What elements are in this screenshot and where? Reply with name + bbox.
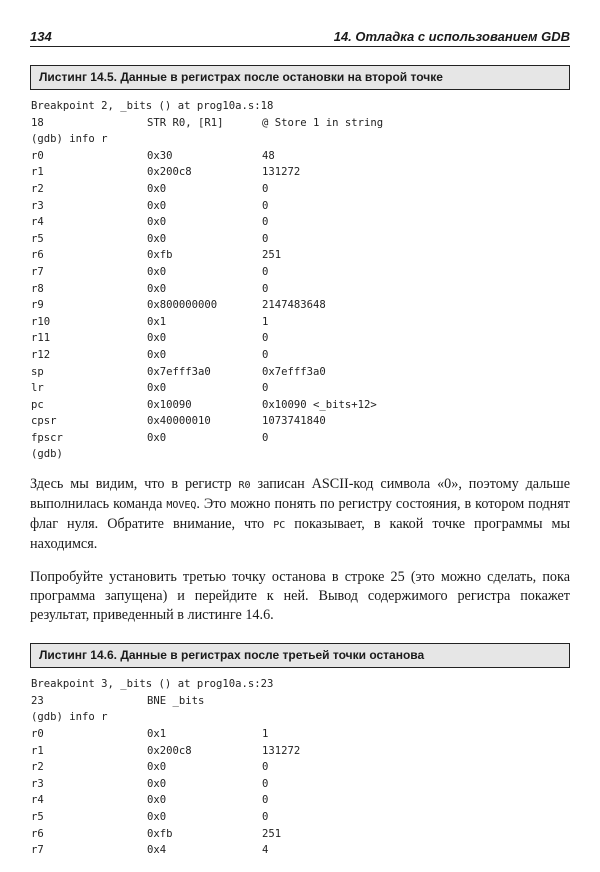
code-line: [31, 776, 570, 793]
code-column-1: fpscr: [31, 431, 63, 444]
code-column-3: 0x7efff3a0: [262, 365, 326, 378]
code-column-3: 0: [262, 232, 269, 245]
code-listing: [31, 676, 570, 859]
code-line: [31, 826, 570, 843]
code-line: [31, 709, 570, 726]
code-line: [31, 809, 570, 826]
code-column-2: 0x1: [147, 315, 167, 328]
code-line: [31, 676, 570, 693]
code-column-1: r3: [31, 777, 44, 790]
body-paragraph: Попробуйте установить третью точку останова в строке 25 (это можно сделать, пока программа запущена) и перейдите к ней. Вывод содержимого регистра покажет результат, приведенный в листинге 14.6.: [30, 569, 570, 624]
code-column-2: 0x0: [147, 777, 167, 790]
code-column-2: 0x4: [147, 844, 167, 857]
text-run: показывает, в какой точке программы мы находимся.: [30, 516, 570, 553]
code-column-2: 0x10090: [147, 398, 192, 411]
code-column-3: 0: [262, 182, 269, 195]
code-column-3: 131272: [262, 166, 301, 179]
code-column-2: 0x0: [147, 761, 167, 774]
code-column-1: r0: [31, 728, 44, 741]
code-line: [31, 430, 570, 447]
code-column-3: 0: [262, 216, 269, 229]
code-column-1: (gdb) info r: [31, 133, 108, 146]
code-column-3: 0: [262, 265, 269, 278]
code-column-3: 251: [262, 827, 282, 840]
code-column-1: r10: [31, 315, 51, 328]
code-column-1: r4: [31, 216, 44, 229]
code-line: [31, 693, 570, 710]
code-column-3: 251: [262, 249, 282, 262]
code-column-3: 1: [262, 728, 269, 741]
code-column-2: 0x0: [147, 282, 167, 295]
code-line: [31, 281, 570, 298]
code-line: [31, 397, 570, 414]
code-line: [31, 380, 570, 397]
code-line: [31, 842, 570, 859]
code-line: [31, 364, 570, 381]
code-column-1: r1: [31, 744, 44, 757]
code-column-2: 0x30: [147, 149, 173, 162]
code-line: [31, 264, 570, 281]
code-line: [31, 413, 570, 430]
code-column-1: 23: [31, 694, 44, 707]
code-column-3: 131272: [262, 744, 301, 757]
code-column-2: 0xfb: [147, 249, 173, 262]
code-column-1: r6: [31, 827, 44, 840]
listing-title: Листинг 14.5. Данные в регистрах после остановки на второй точке: [39, 70, 443, 84]
code-column-3: 1073741840: [262, 415, 326, 428]
code-column-3: 0: [262, 348, 269, 361]
code-line: [31, 181, 570, 198]
code-column-3: 0x10090 <_bits+12>: [262, 398, 377, 411]
code-line: [31, 164, 570, 181]
code-column-3: 0: [262, 199, 269, 212]
inline-code: MOVEQ: [166, 500, 197, 512]
code-column-2: 0xfb: [147, 827, 173, 840]
code-column-1: Breakpoint 2, _bits () at prog10a.s:18: [31, 100, 274, 112]
code-line: [31, 198, 570, 215]
code-column-1: r7: [31, 844, 44, 857]
code-column-1: r12: [31, 348, 51, 361]
code-column-1: r0: [31, 149, 44, 162]
code-line: [31, 115, 570, 132]
code-column-3: 0: [262, 811, 269, 823]
code-column-2: 0x0: [147, 431, 167, 444]
code-column-3: 1: [262, 315, 269, 328]
code-line: [31, 131, 570, 148]
listing-title-box: [30, 643, 570, 668]
code-column-2: STR R0, [R1]: [147, 116, 224, 129]
chapter-title: 14. Отладка с использованием GDB: [333, 29, 570, 44]
running-header: [30, 28, 570, 47]
code-column-2: 0x0: [147, 265, 167, 278]
code-column-1: r2: [31, 182, 44, 195]
listing-title: Листинг 14.6. Данные в регистрах после третьей точки останова: [39, 648, 425, 663]
code-column-1: lr: [31, 382, 44, 395]
code-column-2: 0x800000000: [147, 299, 218, 312]
code-column-2: 0x0: [147, 794, 167, 807]
code-line: [31, 347, 570, 364]
code-column-1: r2: [31, 761, 44, 774]
code-column-1: r8: [31, 282, 44, 295]
code-column-1: r7: [31, 265, 44, 278]
code-column-2: 0x200c8: [147, 744, 192, 757]
code-column-3: 0: [262, 382, 269, 395]
code-column-1: sp: [31, 365, 44, 378]
code-column-3: 4: [262, 844, 269, 857]
code-column-1: Breakpoint 3, _bits () at prog10a.s:23: [31, 678, 274, 691]
code-column-3: 0: [262, 794, 269, 807]
body-paragraph: [30, 475, 570, 554]
code-column-1: (gdb) info r: [31, 711, 108, 724]
code-column-1: r5: [31, 811, 44, 823]
code-line: [31, 743, 570, 760]
code-column-2: 0x7efff3a0: [147, 365, 211, 378]
text-run: Здесь мы видим, что в регистр: [30, 476, 239, 493]
text-run: записан ASCII-код символа «0», поэтому дальше выполнилась команда: [30, 476, 570, 513]
code-column-3: @ Store 1 in string: [262, 116, 384, 129]
code-column-3: 0: [262, 282, 269, 295]
code-column-1: r3: [31, 199, 44, 212]
inline-code: R0: [238, 480, 251, 492]
code-column-1: r1: [31, 166, 44, 179]
code-column-1: r9: [31, 299, 44, 312]
code-column-2: 0x40000010: [147, 415, 211, 428]
code-column-1: r11: [31, 332, 51, 345]
code-column-3: 0: [262, 332, 269, 345]
code-column-2: 0x0: [147, 199, 167, 212]
code-column-3: 0: [262, 431, 269, 444]
code-column-1: cpsr: [31, 415, 57, 428]
code-line: [31, 759, 570, 776]
code-column-2: 0x0: [147, 348, 167, 361]
code-column-2: BNE _bits: [147, 694, 205, 707]
code-line: [31, 314, 570, 331]
text-run: . Это можно понять по регистру состояния, в котором поднят флаг нуля. Обратите внимание, что: [30, 496, 570, 533]
code-column-3: 0: [262, 761, 269, 774]
code-column-1: (gdb): [31, 448, 63, 461]
page-number: 134: [30, 29, 52, 44]
code-column-2: 0x0: [147, 182, 167, 195]
code-line: [31, 330, 570, 347]
code-line: [31, 297, 570, 314]
code-column-1: 18: [31, 116, 44, 129]
code-column-1: pc: [31, 398, 44, 411]
code-line: [31, 792, 570, 809]
code-line: [31, 231, 570, 248]
listing-title-box: [30, 65, 570, 90]
code-line: [31, 148, 570, 165]
code-column-1: r4: [31, 794, 44, 807]
code-column-2: 0x0: [147, 811, 167, 823]
code-column-2: 0x0: [147, 232, 167, 245]
code-column-2: 0x0: [147, 332, 167, 345]
code-line: [31, 247, 570, 264]
code-line: [31, 726, 570, 743]
book-page: [30, 28, 570, 859]
code-column-3: 0: [262, 777, 269, 790]
code-column-3: 48: [262, 149, 275, 162]
code-column-2: 0x0: [147, 216, 167, 229]
code-column-2: 0x0: [147, 382, 167, 395]
inline-code: PC: [273, 520, 286, 532]
code-column-2: 0x200c8: [147, 166, 192, 179]
code-column-1: r6: [31, 249, 44, 262]
code-column-2: 0x1: [147, 728, 167, 741]
code-line: [31, 98, 570, 115]
code-line: [31, 446, 570, 463]
code-column-3: 2147483648: [262, 299, 326, 312]
code-listing: [31, 98, 570, 463]
code-column-1: r5: [31, 232, 44, 245]
code-line: [31, 214, 570, 231]
